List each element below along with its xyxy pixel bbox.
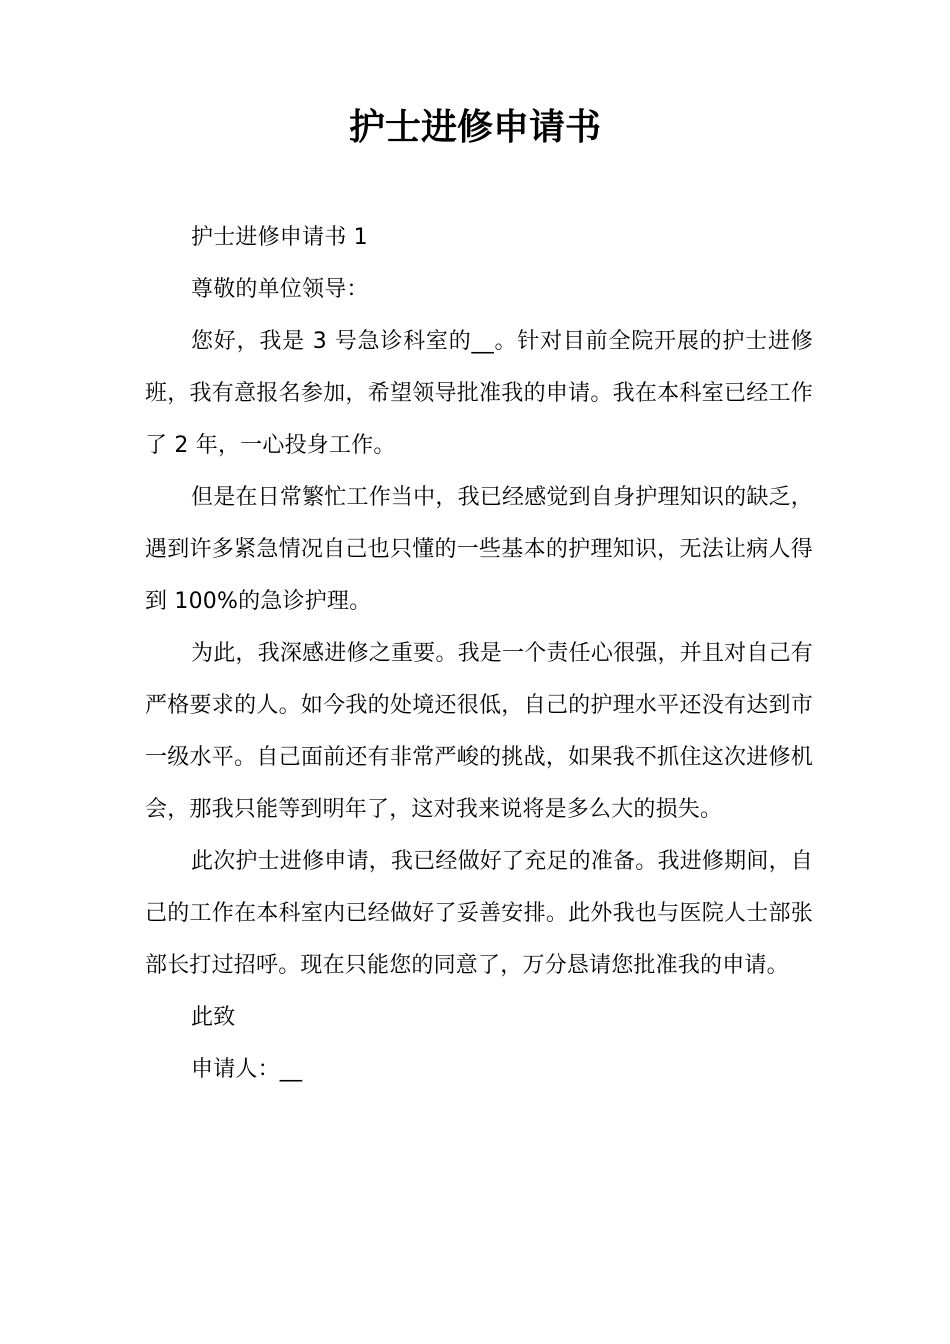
salutation: 尊敬的单位领导：	[191, 277, 369, 302]
document-body	[145, 212, 813, 1096]
body-paragraph-preparation: 此次护士进修申请，我已经做好了充足的准备。我进修期间，自己的工作在本科室内已经做好了妥善安排。此外我也与医院人士部张部长打过招呼。现在只能您的同意了，万分恳请您批准我的申请。	[145, 849, 813, 978]
body-paragraph-reason: 但是在日常繁忙工作当中，我已经感觉到自身护理知识的缺乏，遇到许多紧急情况自己也只懂的一些基本的护理知识，无法让病人得到 100%的急诊护理。	[145, 485, 813, 614]
body-paragraph-intro: 您好，我是 3 号急诊科室的__。针对目前全院开展的护士进修班，我有意报名参加，希望领导批准我的申请。我在本科室已经工作了 2 年，一心投身工作。	[145, 329, 813, 458]
closing: 此致	[191, 1005, 236, 1030]
document-title: 护士进修申请书	[348, 107, 601, 148]
section-heading: 护士进修申请书 1	[191, 225, 368, 250]
body-paragraph-importance: 为此，我深感进修之重要。我是一个责任心很强，并且对自己有严格要求的人。如今我的处境还很低，自己的护理水平还没有达到市一级水平。自己面前还有非常严峻的挑战，如果我不抓住这次进修机会，那我只能等到明年了，这对我来说将是多么大的损失。	[145, 641, 813, 822]
applicant-line: 申请人：__	[191, 1057, 303, 1082]
